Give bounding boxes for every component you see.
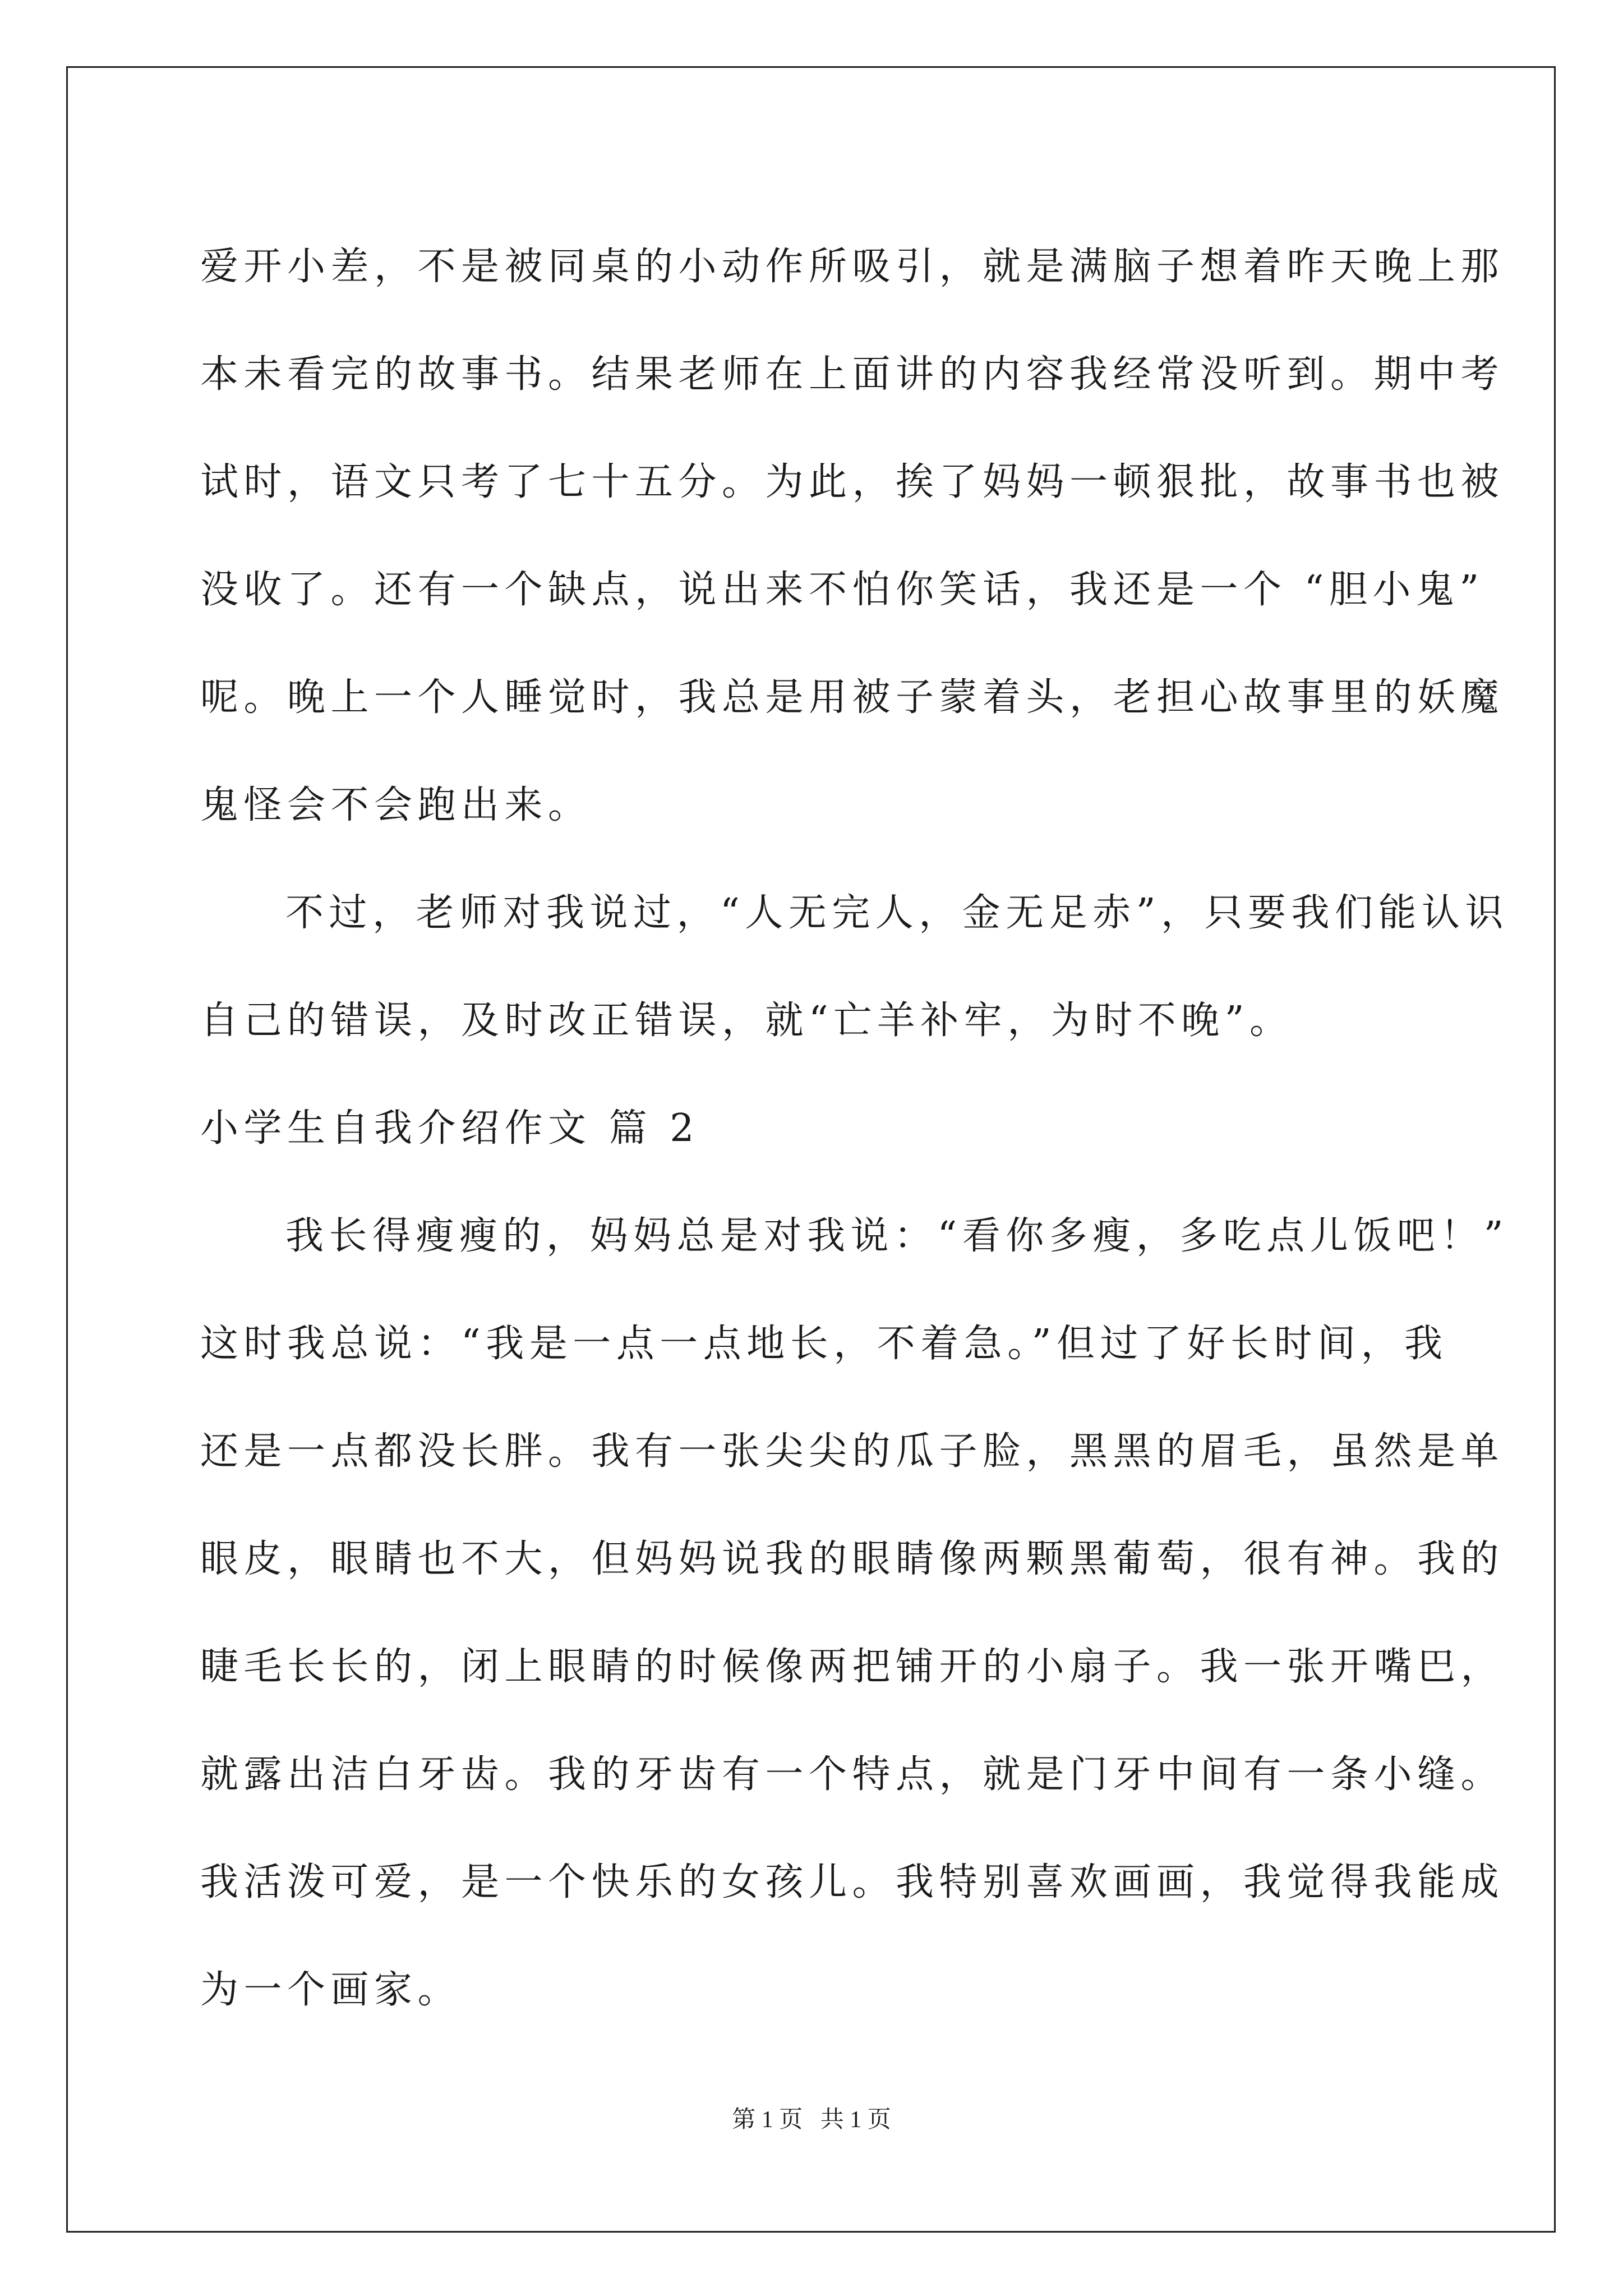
text-line: 本未看完的故事书。结果老师在上面讲的内容我经常没听到。期中考 [200,352,1505,397]
text-line: 呢。晚上一个人睡觉时，我总是用被子蒙着头，老担心故事里的妖魔 [200,675,1505,720]
text-line: 我活泼可爱，是一个快乐的女孩儿。我特别喜欢画画，我觉得我能成 [200,1860,1505,1904]
text-line: 睫毛长长的，闭上眼睛的时候像两把铺开的小扇子。我一张开嘴巴， [200,1645,1505,1689]
text-line: 爱开小差，不是被同桌的小动作所吸引，就是满脑子想着昨天晚上那 [200,245,1505,289]
text-line: 没收了。还有一个缺点，说出来不怕你笑话，我还是一个 “胆小鬼” [200,568,1484,612]
text-line: 就露出洁白牙齿。我的牙齿有一个特点，就是门牙中间有一条小缝。 [200,1752,1505,1797]
text-line: 鬼怪会不会跑出来。 [200,783,592,827]
document-body [200,213,1509,2044]
paragraph-first-line: 我长得瘦瘦的，妈妈总是对我说：“看你多瘦，多吃点儿饭吧！” [285,1214,1509,1258]
text-line: 试时，语文只考了七十五分。为此，挨了妈妈一顿狠批，故事书也被 [200,460,1505,504]
page-number-footer: 第 1 页 共 1 页 [732,2107,891,2133]
section-heading: 小学生自我介绍作文 篇 2 [200,1106,699,1151]
text-line: 眼皮，眼睛也不大，但妈妈说我的眼睛像两颗黑葡萄，很有神。我的 [200,1537,1505,1581]
text-line: 这时我总说：“我是一点一点地长，不着急。”但过了好长时间，我 [200,1322,1448,1366]
text-line: 自己的错误，及时改正错误，就“亡羊补牢，为时不晚”。 [200,999,1293,1043]
text-line: 为一个画家。 [200,1968,462,2012]
text-line: 还是一点都没长胖。我有一张尖尖的瓜子脸，黑黑的眉毛，虽然是单 [200,1429,1505,1474]
paragraph-first-line: 不过，老师对我说过，“人无完人，金无足赤”，只要我们能认识 [285,891,1509,935]
